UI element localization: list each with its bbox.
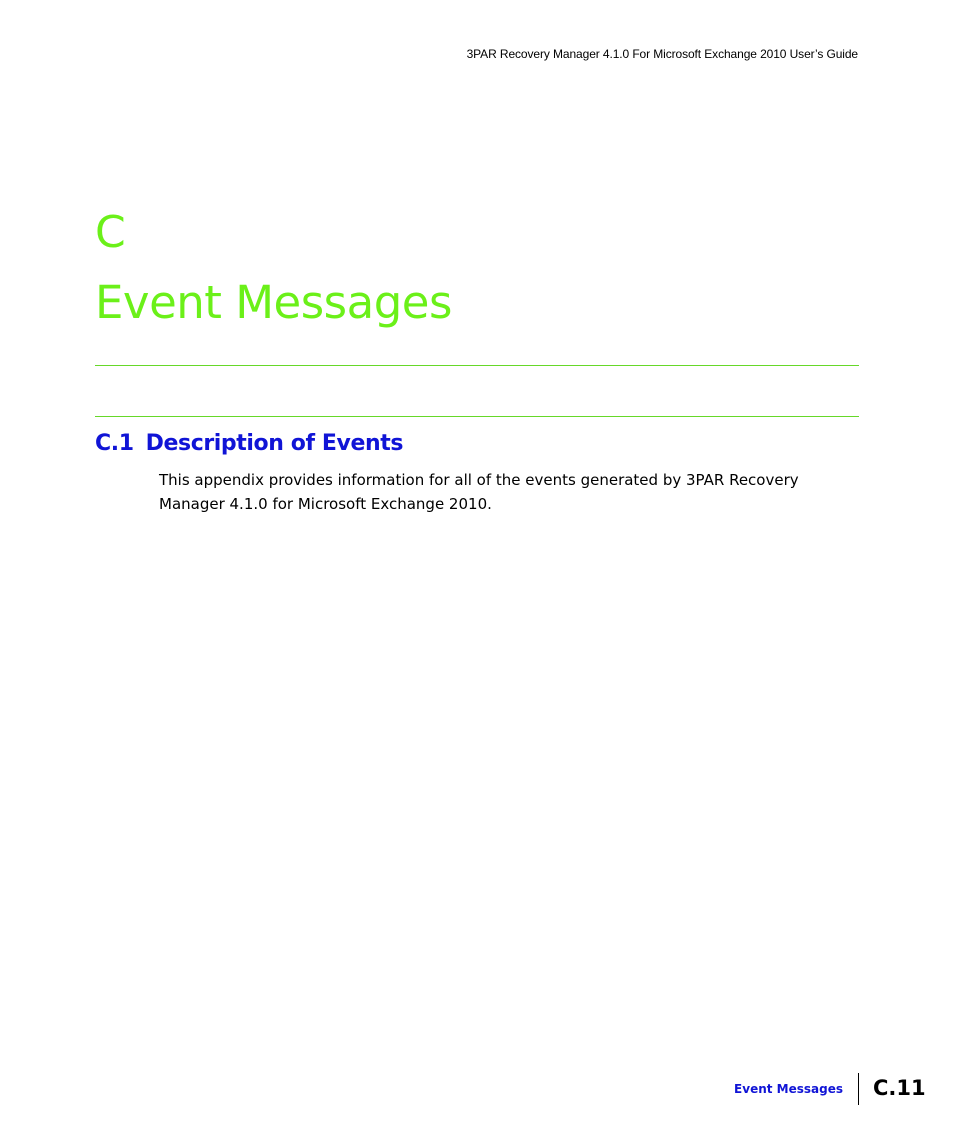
running-header: 3PAR Recovery Manager 4.1.0 For Microsoft Exchange 2010 User’s Guide — [466, 47, 858, 61]
section-number: C.1 — [95, 431, 134, 456]
section-heading — [95, 429, 403, 459]
chapter-rule-top — [95, 365, 859, 366]
footer-section-label: Event Messages — [734, 1082, 843, 1096]
footer-divider — [858, 1073, 859, 1105]
footer-page-number: C.11 — [873, 1076, 926, 1100]
section-body-paragraph: This appendix provides information for all of the events generated by 3PAR Recovery Manager 4.1.0 for Microsoft Exchange 2010. — [159, 471, 799, 513]
section-title: Description of Events — [145, 431, 404, 456]
chapter-rule-bottom — [95, 416, 859, 417]
chapter-letter: C — [95, 207, 126, 258]
chapter-title: Event Messages — [95, 276, 452, 329]
